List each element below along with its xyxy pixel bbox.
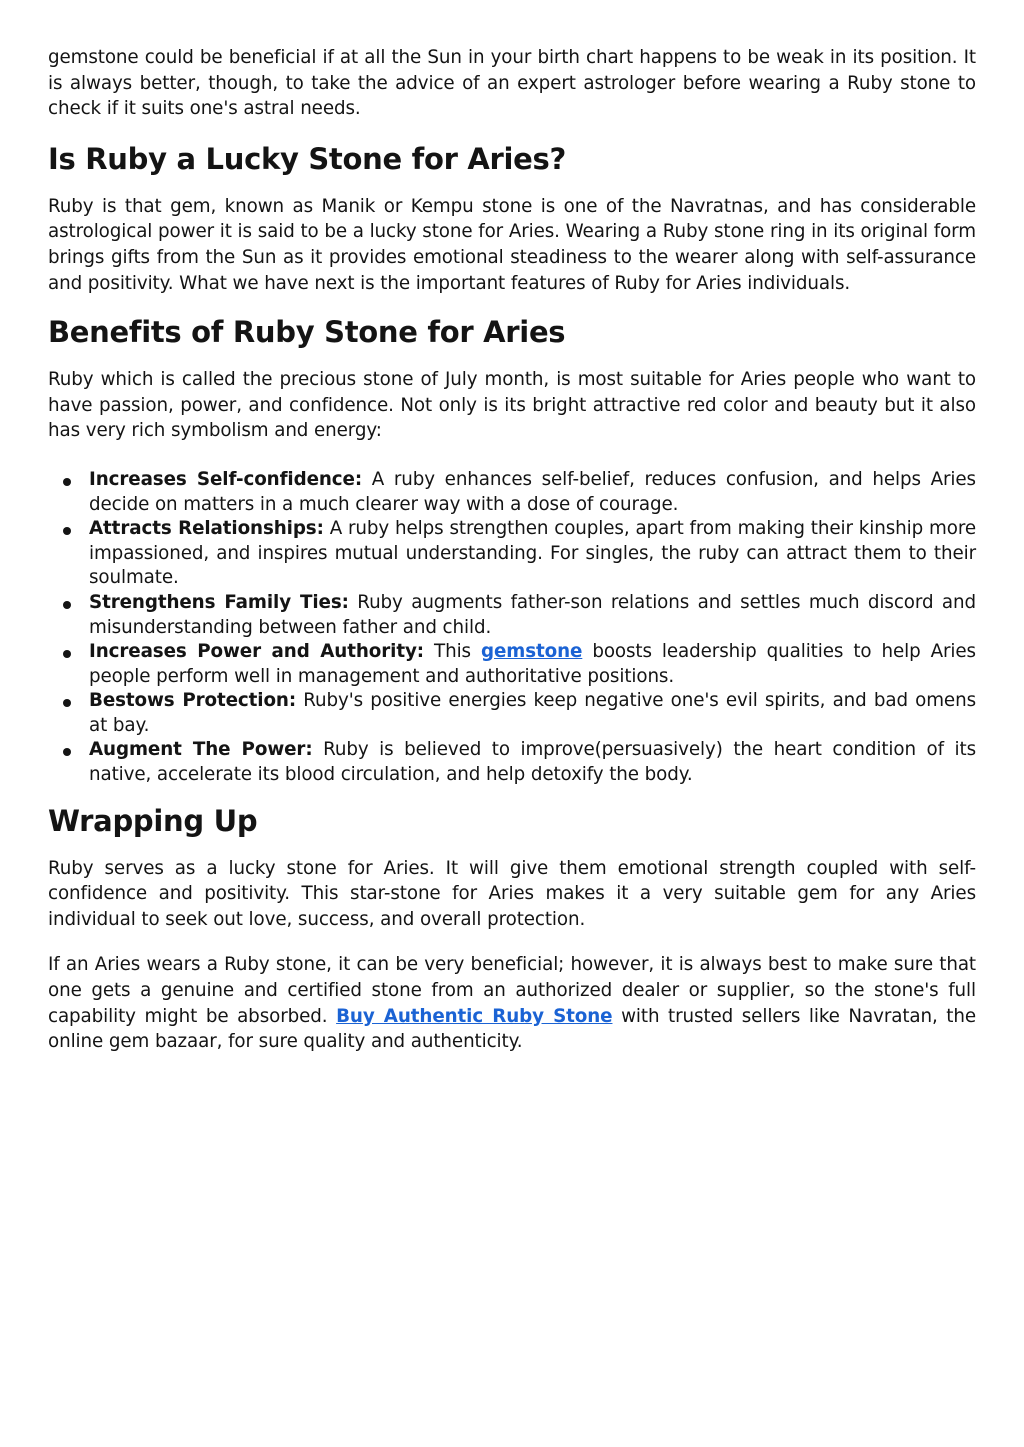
benefit-term: Increases Self-confidence: [89, 468, 363, 490]
benefit-term: Strengthens Family Ties: [89, 591, 349, 613]
benefit-item-family-ties [89, 591, 976, 640]
heading-benefits: Benefits of Ruby Stone for Aries [48, 315, 566, 350]
buy-text-after: with trusted sellers like Navratan, the online gem bazaar, for sure quality and authenticity. [48, 1005, 977, 1053]
benefit-text: A ruby helps strengthen couples, apart from making their kinship more impassioned, and inspires mutual understanding. For singles, the ruby can attract them to their soulmate. [89, 518, 976, 589]
document-page [48, 45, 976, 1055]
heading-lucky-stone: Is Ruby a Lucky Stone for Aries? [48, 141, 567, 176]
benefit-text-before: This [424, 641, 481, 663]
buy-paragraph [48, 952, 976, 1054]
wrapping-up-paragraph: Ruby serves as a lucky stone for Aries. It will give them emotional strength coupled with self-confidence and positivity. This star-stone for Aries makes it a very suitable gem for any Aries individual to seek out love, success, and overall protection. [48, 857, 976, 930]
buy-ruby-stone-link[interactable]: Buy Authentic Ruby Stone [336, 1005, 613, 1027]
bullet-icon [63, 527, 71, 535]
benefit-text: Ruby's positive energies keep negative one's evil spirits, and bad omens at bay. [89, 690, 976, 736]
bullet-icon [63, 601, 71, 609]
benefit-item-power-authority [89, 640, 976, 689]
bullet-icon [63, 748, 71, 756]
benefit-item-protection [89, 689, 976, 738]
benefit-text: A ruby enhances self-belief, reduces confusion, and helps Aries decide on matters in a much clearer way with a dose of courage. [89, 468, 976, 515]
benefits-list [48, 468, 976, 788]
benefit-term: Bestows Protection: [89, 690, 297, 712]
benefit-item-augment-power [89, 738, 976, 787]
lucky-stone-paragraph: Ruby is that gem, known as Manik or Kempu stone is one of the Navratnas, and has considerable astrological power it is said to be a lucky stone for Aries. Wearing a Ruby stone ring in its original form brings gifts from the Sun as it provides emotional steadiness to the wearer along with self-assurance and positivity. What we have next is the important features of Ruby for Aries individuals. [48, 195, 976, 294]
intro-paragraph: gemstone could be beneficial if at all the Sun in your birth chart happens to be weak in its position. It is always better, though, to take the advice of an expert astrologer before wearing a Ruby stone to check if it suits one's astral needs. [48, 47, 976, 120]
bullet-icon [63, 699, 71, 707]
benefit-term: Augment The Power: [89, 739, 313, 761]
benefits-paragraph: Ruby which is called the precious stone of July month, is most suitable for Aries people who want to have passion, power, and confidence. Not only is its bright attractive red color and beauty but it also has very rich symbolism and energy: [48, 369, 976, 442]
buy-text-before: If an Aries wears a Ruby stone, it can be very beneficial; however, it is always best to make sure that one gets a genuine and certified stone from an authorized dealer or supplier, so the stone's full capability might be absorbed. [48, 954, 976, 1027]
benefit-term: Attracts Relationships: [89, 518, 324, 540]
benefit-text: Ruby augments father-son relations and settles much discord and misunderstanding between father and child. [89, 591, 976, 638]
benefit-item-self-confidence [89, 468, 976, 517]
benefit-text-after: boosts leadership qualities to help Aries people perform well in management and authoritative positions. [89, 641, 976, 687]
benefit-text: Ruby is believed to improve(persuasively) the heart condition of its native, accelerate its blood circulation, and help detoxify the body. [89, 739, 976, 786]
benefit-item-relationships [89, 517, 976, 591]
bullet-icon [63, 478, 71, 486]
heading-wrapping-up: Wrapping Up [48, 803, 258, 838]
benefit-term: Increases Power and Authority: [89, 641, 424, 663]
gemstone-link[interactable]: gemstone [480, 641, 583, 663]
bullet-icon [63, 650, 71, 658]
